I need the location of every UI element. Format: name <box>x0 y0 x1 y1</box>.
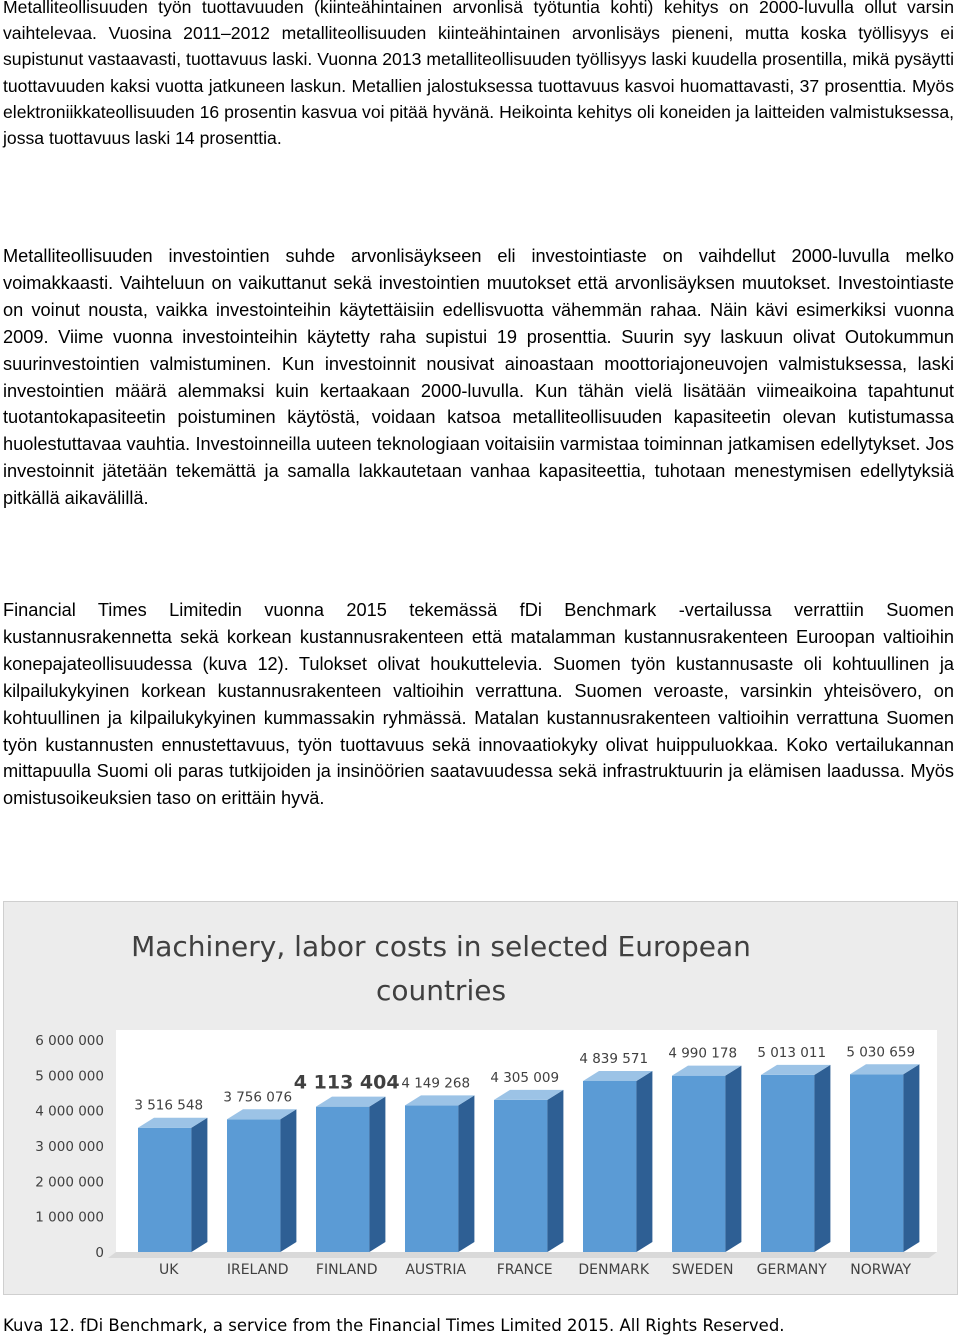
category-label-norway: NORWAY <box>850 1262 912 1278</box>
bar-side-germany <box>814 1065 830 1252</box>
bar-side-norway <box>903 1064 919 1252</box>
category-label-france: FRANCE <box>496 1262 553 1278</box>
figure-caption: Kuva 12. fDi Benchmark, a service from the Financial Times Limited 2015. All Rights Reserved. <box>3 1316 785 1335</box>
chart-panel <box>3 901 958 1295</box>
bar-front-finland <box>316 1107 369 1252</box>
category-label-finland: FINLAND <box>315 1262 378 1278</box>
data-label-denmark: 4 839 571 <box>579 1051 649 1068</box>
y-tick-label: 3 000 000 <box>35 1139 104 1155</box>
bar-front-sweden <box>672 1076 725 1252</box>
y-tick-label: 6 000 000 <box>35 1033 104 1049</box>
category-label-ireland: IRELAND <box>226 1262 289 1278</box>
labor-cost-chart <box>4 902 957 1294</box>
data-label-norway: 5 030 659 <box>846 1044 916 1061</box>
bar-side-ireland <box>280 1109 296 1252</box>
bar-side-austria <box>458 1095 474 1252</box>
category-label-denmark: DENMARK <box>578 1262 650 1278</box>
data-label-finland: 4 113 404 <box>293 1071 400 1094</box>
y-tick-label: 0 <box>95 1245 104 1261</box>
data-label-uk: 3 516 548 <box>134 1097 204 1114</box>
bar-front-ireland <box>227 1119 280 1252</box>
data-label-germany: 5 013 011 <box>757 1044 827 1061</box>
paragraph-benchmark: Financial Times Limitedin vuonna 2015 tekemässä fDi Benchmark -vertailussa verrattiin Suomen kustannusrakennetta sekä korkean kustannusrakenteen että matalamman kustannusrakenteen Euroopan valtioihin konepajateollisuudessa (kuva 12). Tulokset olivat houkuttelevia. Suomen työn kustannusaste oli kohtuullinen ja kilpailukykyinen korkean kustannusrakenteen valtioihin verrattuna. Suomen veroaste, varsinkin yhteisövero, on kohtuullinen ja kilpailukykyinen kummassakin ryhmässä. Matalan kustannusrakenteen valtioihin verrattuna Suomen työn kustannusten ennustettavuus, työn tuottavuus sekä innovaatiokyky olivat huippuluokkaa. Koko vertailukannan mittapuulla Suomi oli paras tutkijoiden ja insinöörien saatavuudessa sekä infrastruktuurin ja elämisen laadussa. Myös omistusoikeuksien taso on erittäin hyvä. <box>3 600 954 809</box>
category-label-sweden: SWEDEN <box>671 1262 734 1278</box>
y-tick-label: 1 000 000 <box>35 1209 104 1226</box>
chart-title-line-0: Machinery, labor costs in selected European <box>131 930 751 963</box>
bar-front-austria <box>405 1105 458 1252</box>
data-label-sweden: 4 990 178 <box>668 1045 738 1062</box>
bar-side-uk <box>191 1118 207 1252</box>
paragraph-investment: Metalliteollisuuden investointien suhde arvonlisäykseen eli investointiaste on vaihdellut 2000-luvulla melko voimakkaasti. Vaihteluun on vaikuttanut sekä investointien muutokset että arvonlisäyksen muutokset. Investointiaste on voinut nousta, vaikka investointeihin käytettäisiin edellisvuotta vähemmän rahaa. Näin kävi esimerkiksi vuonna 2009. Viime vuonna investointeihin käytetty raha supistui 19 prosenttia. Suurin syy laskuun olivat Outokummun suurinvestointien valmistuminen. Kun investoinnit nousivat ainoastaan moottoriajoneuvojen valmistuksessa, laski investointien määrä alemmaksi kuin kertaakaan 2000-luvulla. Kun tähän vielä lisätään viimeaikoina tapahtunut tuotantokapasiteetin poistuminen käytöstä, voidaan katsoa metalliteollisuuden kapasiteetin olevan kutistumassa huolestuttavaa vauhtia. Investoinneilla uuteen teknologiaan voitaisiin varmistaa toiminnan jatkamisen edellytykset. Jos investoinnit jätetään tekemättä ja samalla lakkautetaan vanhaa kapasiteettia, tuhotaan menestymisen edellytyksiä pitkällä aikavälillä. <box>3 246 954 509</box>
bar-side-denmark <box>636 1071 652 1252</box>
y-tick-label: 5 000 000 <box>35 1068 104 1085</box>
data-label-ireland: 3 756 076 <box>223 1089 293 1106</box>
bar-front-denmark <box>583 1081 636 1252</box>
bar-front-norway <box>850 1074 903 1252</box>
category-label-austria: AUSTRIA <box>405 1262 467 1278</box>
data-label-austria: 4 149 268 <box>401 1075 471 1092</box>
paragraph-productivity: Metalliteollisuuden työn tuottavuuden (kiinteähintainen arvonlisä työtuntia kohti) kehitys on 2000-luvulla ollut varsin vaihtelevaa. Vuosina 2011–2012 metalliteollisuuden kiinteähintainen arvonlisäys pieneni, mutta koska työllisyys ei supistunut vastaavasti, tuottavuus laski. Vuonna 2013 metalliteollisuuden työllisyys laski kuudella prosentilla, mikä pysäytti tuottavuuden kaksi vuotta jatkuneen laskun. Metallien jalostuksessa tuottavuus kasvoi huomattavasti, 37 prosenttia. Myös elektroniikkateollisuuden 16 prosentin kasvua voi pitää hyvänä. Heikointa kehitys oli koneiden ja laitteiden valmistuksessa, jossa tuottavuus laski 14 prosenttia. <box>3 0 954 149</box>
bar-front-france <box>494 1100 547 1252</box>
bar-side-sweden <box>725 1066 741 1252</box>
chart-floor <box>108 1252 937 1258</box>
bar-side-france <box>547 1090 563 1252</box>
category-label-uk: UK <box>158 1262 179 1278</box>
bar-side-finland <box>369 1097 385 1252</box>
bar-front-uk <box>138 1128 191 1252</box>
category-label-germany: GERMANY <box>756 1262 827 1278</box>
chart-title-line-1: countries <box>375 974 507 1007</box>
y-tick-label: 4 000 000 <box>35 1103 104 1120</box>
bar-front-germany <box>761 1075 814 1252</box>
y-tick-label: 2 000 000 <box>35 1174 104 1191</box>
data-label-france: 4 305 009 <box>490 1069 560 1086</box>
